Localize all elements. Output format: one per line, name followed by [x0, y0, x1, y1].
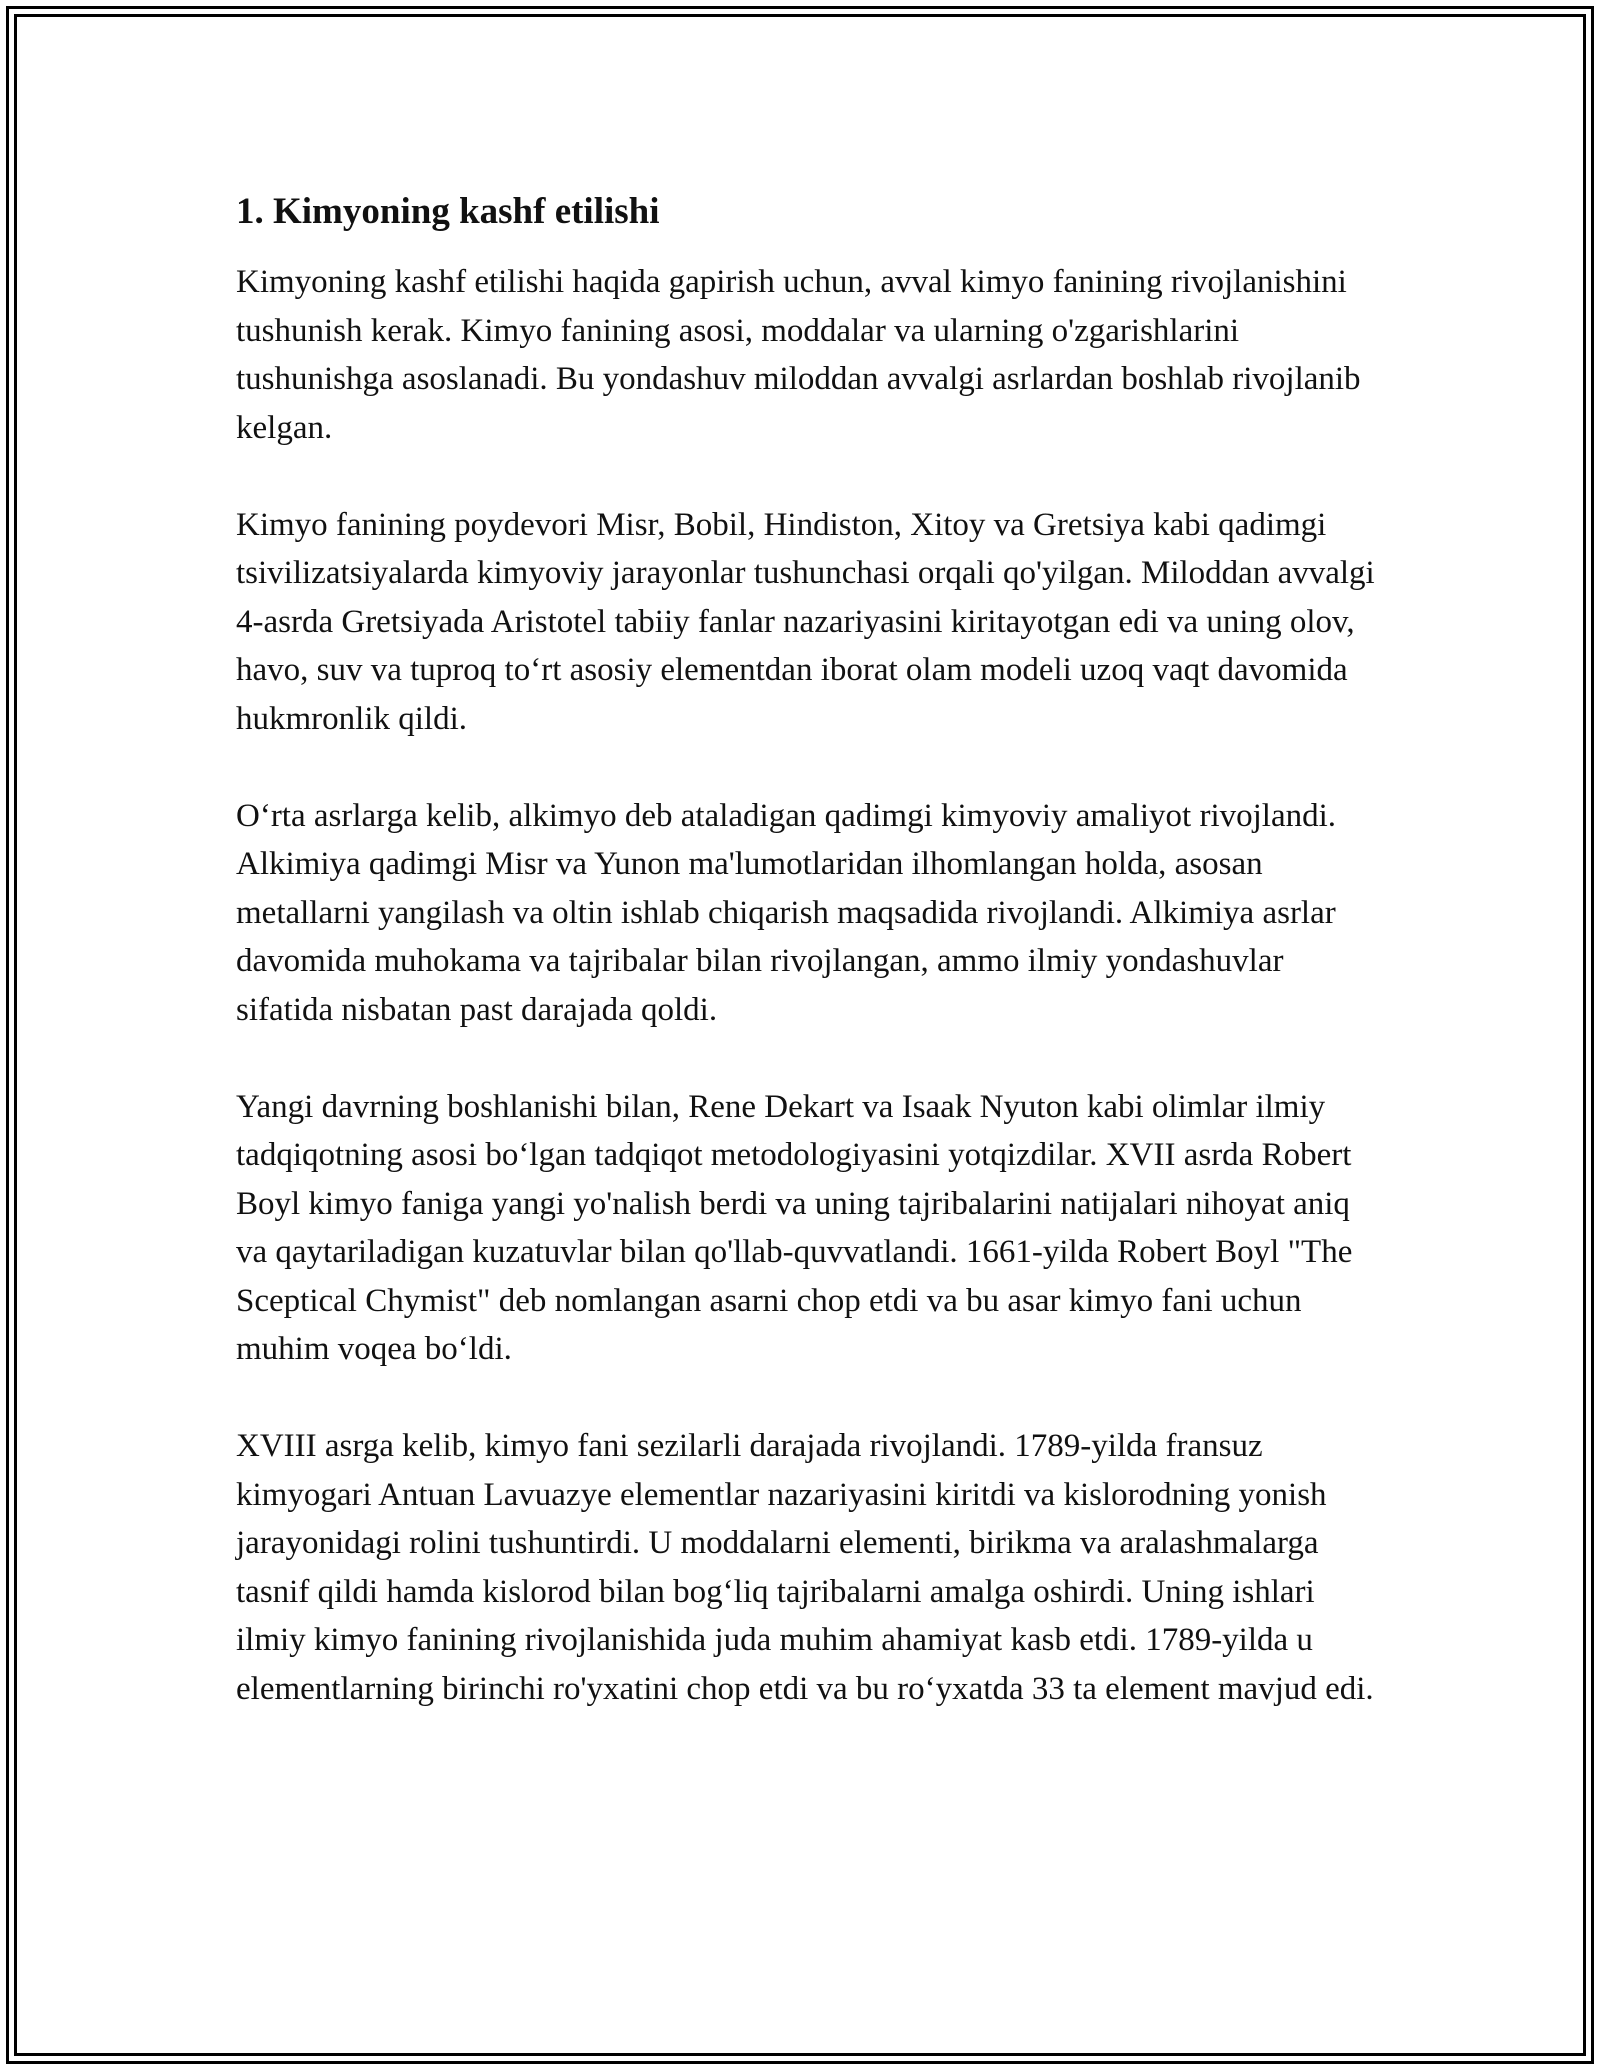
- paragraph-1: Kimyoning kashf etilishi haqida gapirish uchun, avval kimyo fanining rivojlanishini tushunish kerak. Kimyo fanining asosi, moddalar va ularning o'zgarishlarini tushunishga asoslanadi. Bu yondashuv miloddan avvalgi asrlardan boshlab rivojlanib kelgan.: [236, 264, 1361, 446]
- paragraph-5: XVIII asrga kelib, kimyo fani sezilarli darajada rivojlandi. 1789-yilda fransuz kimyogari Antuan Lavuazye elementlar nazariyasini kiritdi va kislorodning yonish jarayonidagi rolini tushuntirdi. U moddalarni elementi, birikma va aralashmalarga tasnif qildi hamda kislorod bilan bog‘liq tajribalarni amalga oshirdi. Uning ishlari ilmiy kimyo fanining rivojlanishida juda muhim ahamiyat kasb etdi. 1789-yilda u elementlarning birinchi ro'yxatini chop etdi va bu ro‘yxatda 33 ta element mavjud edi.: [236, 1428, 1374, 1707]
- section-heading: 1. Kimyoning kashf etilishi: [236, 191, 660, 232]
- paragraph-3: O‘rta asrlarga kelib, alkimyo deb ataladigan qadimgi kimyoviy amaliyot rivojlandi. Alkimiya qadimgi Misr va Yunon ma'lumotlaridan ilhomlangan holda, asosan metallarni yangilash va oltin ishlab chiqarish maqsadida rivojlandi. Alkimiya asrlar davomida muhokama va tajribalar bilan rivojlangan, ammo ilmiy yondashuvlar sifatida nisbatan past darajada qoldi.: [236, 797, 1337, 1028]
- document-body: [236, 186, 1376, 1762]
- paragraph-4: Yangi davrning boshlanishi bilan, Rene Dekart va Isaak Nyuton kabi olimlar ilmiy tadqiqotning asosi bo‘lgan tadqiqot metodologiyasini yotqizdilar. XVII asrda Robert Boyl kimyo faniga yangi yo'nalish berdi va uning tajribalarini natijalari nihoyat aniq va qaytariladigan kuzatuvlar bilan qo'llab-quvvatlandi. 1661-yilda Robert Boyl "The Sceptical Chymist" deb nomlangan asarni chop etdi va bu asar kimyo fani uchun muhim voqea bo‘ldi.: [236, 1088, 1353, 1367]
- paragraph-2: Kimyo fanining poydevori Misr, Bobil, Hindiston, Xitoy va Gretsiya kabi qadimgi tsivilizatsiyalarda kimyoviy jarayonlar tushunchasi orqali qo'yilgan. Miloddan avvalgi 4-asrda Gretsiyada Aristotel tabiiy fanlar nazariyasini kiritayotgan edi va uning olov, havo, suv va tuproq to‘rt asosiy elementdan iborat olam modeli uzoq vaqt davomida hukmronlik qildi.: [236, 506, 1375, 737]
